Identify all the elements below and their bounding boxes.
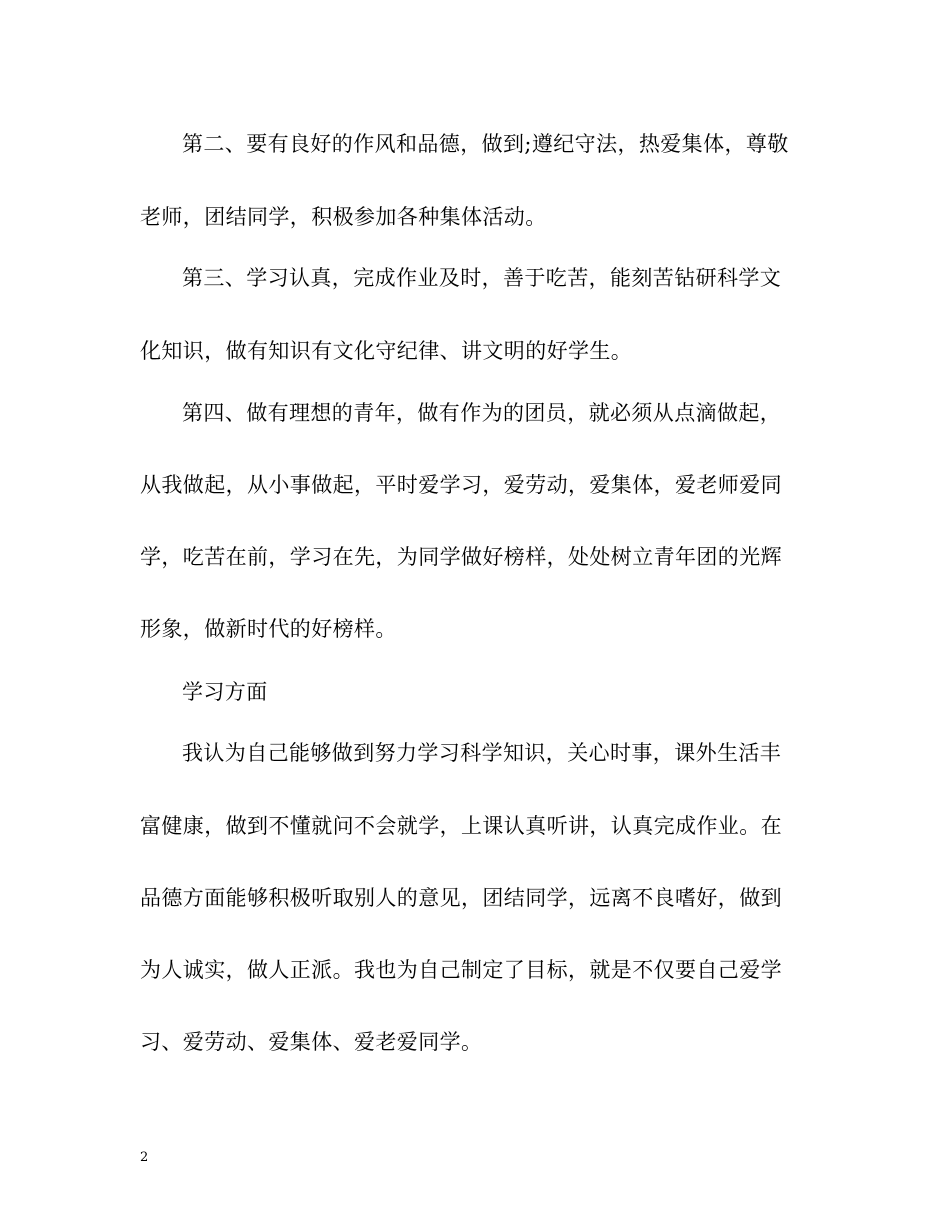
paragraph-line: 第二、要有良好的作风和品德，做到;遵纪守法，热爱集体，尊敬 [182,132,789,156]
paragraph-line: 为人诚实，做人正派。我也为自己制定了目标，就是不仅要自己爱学 [140,958,782,982]
paragraph-line: 第三、学习认真，完成作业及时，善于吃苦，能刻苦钻研科学文 [182,266,782,290]
paragraph-line: 学，吃苦在前，学习在先，为同学做好榜样，处处树立青年团的光辉 [140,545,782,569]
paragraph-line: 品德方面能够积极听取别人的意见，团结同学，远离不良嗜好，做到 [140,886,782,910]
paragraph-line: 第四、做有理想的青年，做有作为的团员，就必须从点滴做起， [182,401,782,425]
paragraph-line: 老师，团结同学，积极参加各种集体活动。 [140,205,547,229]
paragraph-line: 习、爱劳动、爱集体、爱老爱同学。 [140,1030,483,1054]
paragraph-line: 富健康，做到不懂就问不会就学，上课认真听讲，认真完成作业。在 [140,814,782,838]
paragraph-line: 化知识，做有知识有文化守纪律、讲文明的好学生。 [140,339,633,363]
section-heading: 学习方面 [182,680,268,704]
paragraph-line: 我认为自己能够做到努力学习科学知识，关心时事，课外生活丰 [182,741,782,765]
paragraph-line: 从我做起，从小事做起，平时爱学习，爱劳动，爱集体，爱老师爱同 [140,473,782,497]
paragraph-line: 形象，做新时代的好榜样。 [140,617,397,641]
page-number: 2 [140,1150,149,1165]
